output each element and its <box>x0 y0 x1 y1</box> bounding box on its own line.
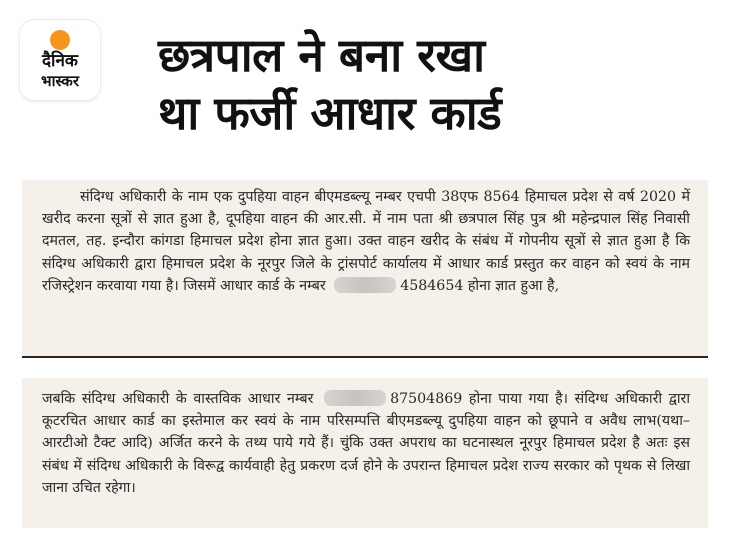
redacted-number-blur <box>334 277 396 293</box>
headline <box>158 26 718 142</box>
clipping-2-paragraph <box>42 388 690 499</box>
dainik-bhaskar-logo <box>20 20 100 100</box>
clipping-1-text: संदिग्ध अधिकारी के नाम एक दुपहिया वाहन बीएमडब्ल्यू नम्बर एचपी 38एफ 8564 हिमाचल प्रदेश से वर्ष 2020 में खरीद करना सूत्रों से ज्ञात हुआ है, दूपहिया वाहन की आर.सी. में नाम पता श्री छत्रपाल सिंह पुत्र श्री महेन्द्रपाल सिंह निवासी दमतल, तह. इन्दौरा कांगडा हिमाचल प्रदेश होना ज्ञात हुआ। उक्त वाहन खरीद के संबंध में गोपनीय सूत्रों से ज्ञात हुआ है कि संदिग्ध अधिकारी द्वारा हिमाचल प्रदेश के नूरपुर जिले के ट्रांसपोर्ट कार्यालय में आधार कार्ड प्रस्तुत कर वाहन को स्वयं के नाम रजिस्ट्रेशन करवाया गया है। जिसमें आधार कार्ड के नम्बर <box>42 189 690 294</box>
document-clipping-1 <box>22 180 708 358</box>
clipping-2-number-text: 87504869 होना पाया गया है। संदिग्ध अधिकारी द्वारा कूटरचित आधार कार्ड का इस्तेमाल कर स्वयं के नाम परिसम्पत्ति बीएमडब्ल्यू दुपहिया वाहन को छूपाने व अवैध लाभ(यथा–आरटीओ टैक्ट आदि) अर्जित करने के तथ्य पाये गये हैं। चुंकि उक्त अपराध का घटनास्थल नूरपुर हिमाचल प्रदेश है अतः इस संबंध में संदिग्ध अधिकारी के विरूद्व कार्यवाही हेतु प्रकरण दर्ज होने के उपरान्त हिमाचल प्रदेश राज्य सरकार को पृथक से लिखा जाना उचित रहेगा। <box>42 391 691 496</box>
logo-text-line2: भास्कर <box>41 72 79 90</box>
logo-text-line1: दैनिक <box>42 51 78 71</box>
sun-icon <box>50 30 70 50</box>
headline-line2: था फर्जी आधार कार्ड <box>158 86 502 140</box>
clipping-1-number-text: 4584654 होना ज्ञात हुआ है, <box>400 277 560 294</box>
headline-line1: छत्रपाल ने बना रखा <box>158 28 485 82</box>
document-clipping-2 <box>22 378 708 528</box>
clipping-2-text: जबकि संदिग्ध अधिकारी के वास्तविक आधार नम्बर <box>42 391 314 407</box>
clipping-1-paragraph <box>42 186 690 297</box>
redacted-number-blur <box>324 390 386 406</box>
